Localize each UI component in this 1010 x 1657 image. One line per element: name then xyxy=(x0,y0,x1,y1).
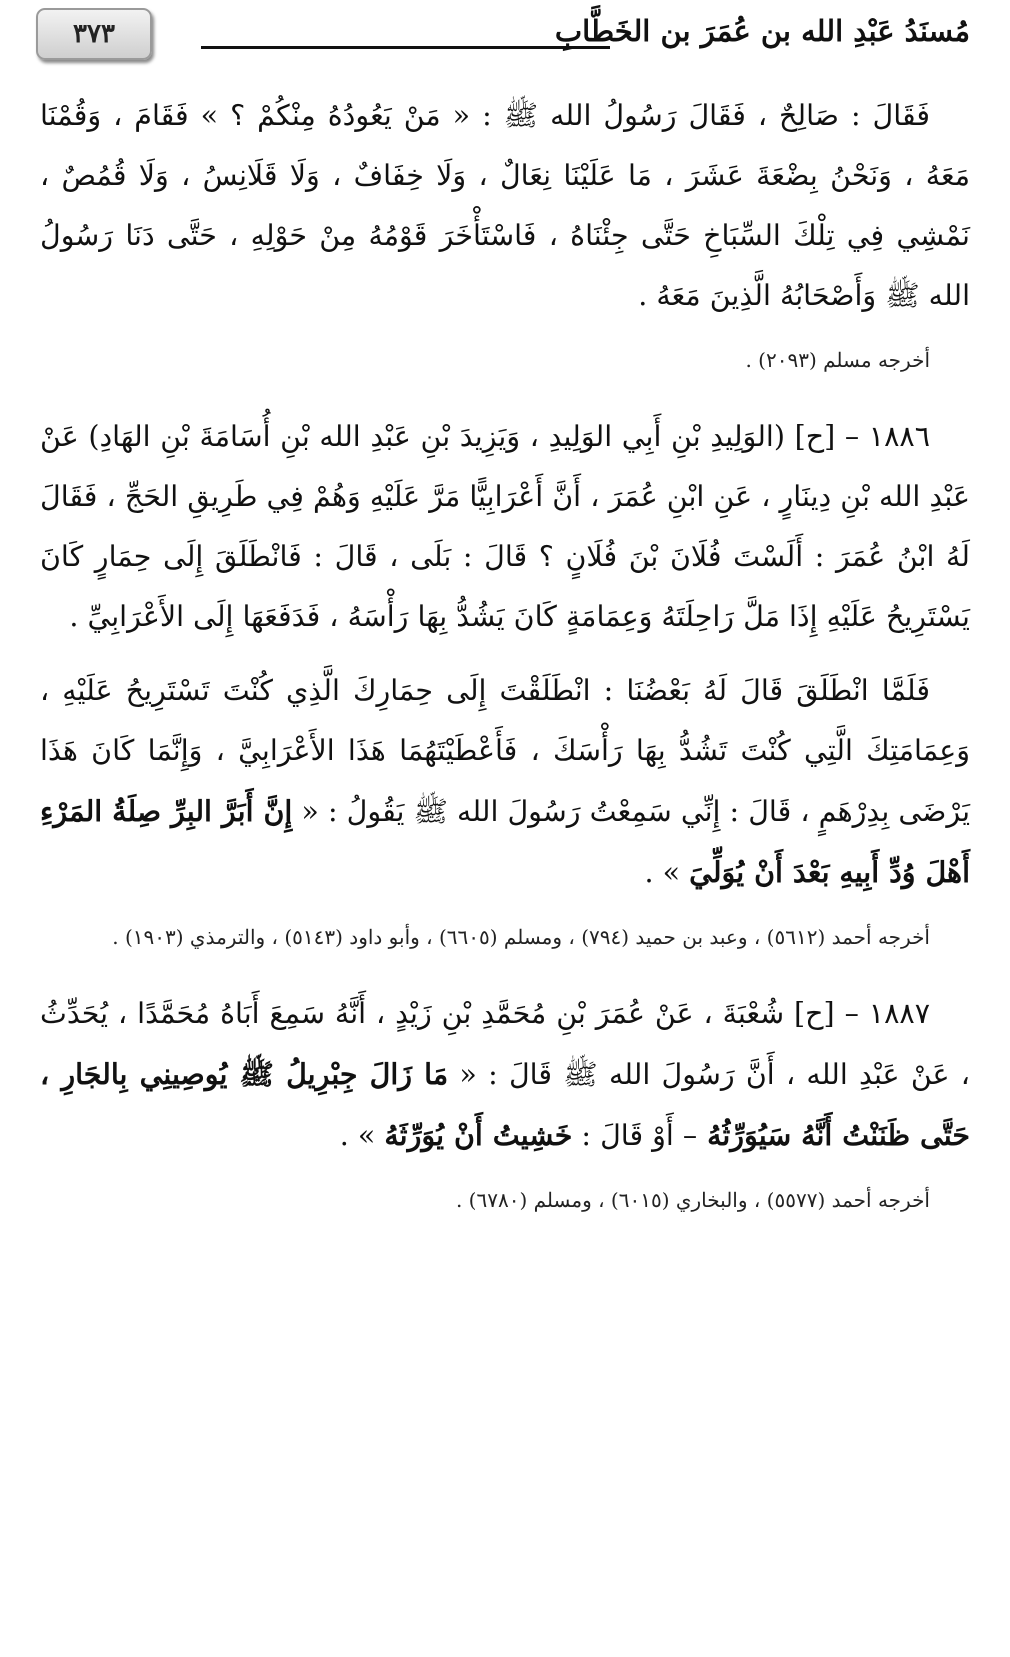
spacer xyxy=(40,381,970,407)
spacer xyxy=(40,326,970,340)
spacer xyxy=(40,903,970,917)
spacer xyxy=(40,958,970,984)
footnote-source: أخرجه أحمد (٥٥٧٧) ، والبخاري (٦٠١٥) ، ومسلم (٦٧٨٠) . xyxy=(455,1188,930,1212)
paragraph-text: ١٨٨٦ – [ح] (الوَلِيدِ بْنِ أَبِي الوَلِيدِ ، وَيَزِيدَ بْنِ عَبْدِ الله بْنِ أُسَامَةَ بْنِ الهَادِ) عَنْ عَبْدِ الله بْنِ دِينَارٍ ، عَنِ ابْنِ عُمَرَ ، أَنَّ أَعْرَابِيًّا مَرَّ عَلَيْهِ وَهُمْ فِي طَرِيقِ الحَجِّ ، فَقَالَ لَهُ ابْنُ عُمَرَ : أَلَسْتَ فُلَانَ بْنَ فُلَانٍ ؟ قَالَ : بَلَى ، قَالَ : فَانْطَلَقَ إِلَى حِمَارٍ كَانَ يَسْتَرِيحُ عَلَيْهِ إِذَا مَلَّ رَاحِلَتَهُ وَعِمَامَةٍ كَانَ يَشُدُّ بِهَا رَأْسَهُ ، فَدَفَعَهَا إِلَى الأَعْرَابِيِّ . xyxy=(40,420,970,633)
paragraph-text: » . xyxy=(644,856,681,889)
paragraph-text: ١٨٨٧ – [ح] شُعْبَةَ ، عَنْ عُمَرَ بْنِ مُحَمَّدِ بْنِ زَيْدٍ ، أَنَّهُ سَمِعَ أَبَاهُ مُحَمَّدًا ، يُحَدِّثُ ، عَنْ عَبْدِ الله ، أَنَّ رَسُولَ الله ﷺ قَالَ : « xyxy=(40,997,970,1091)
hadith-1886-continuation xyxy=(40,661,970,903)
prophetic-saying-alt: خَشِيتُ أَنْ يُوَرِّثَهُ xyxy=(384,1118,573,1152)
paragraph-text: فَقَالَ : صَالِحٌ ، فَقَالَ رَسُولُ الله ﷺ : « مَنْ يَعُودُهُ مِنْكُمْ ؟ » فَقَامَ ، وَقُمْنَا مَعَهُ ، وَنَحْنُ بِضْعَةَ عَشَرَ ، مَا عَلَيْنَا نِعَالٌ ، وَلَا خِفَافٌ ، وَلَا قَلَانِسُ ، وَلَا قُمُصٌ ، نَمْشِي فِي تِلْكَ السِّبَاخِ حَتَّى جِئْنَاهُ ، فَاسْتَأْخَرَ قَوْمُهُ مِنْ حَوْلِهِ ، حَتَّى دَنَا رَسُولُ الله ﷺ وَأَصْحَابُهُ الَّذِينَ مَعَهُ . xyxy=(40,99,970,312)
footnote-source: أخرجه أحمد (٥٦١٢) ، وعبد بن حميد (٧٩٤) ، ومسلم (٦٦٠٥) ، وأبو داود (٥١٤٣) ، والترمذي (١٩٠٣) . xyxy=(112,925,930,949)
paragraph-text: – أَوْ قَالَ : xyxy=(572,1119,698,1152)
prophetic-saying: إِنَّ أَبَرَّ البِرِّ صِلَةُ المَرْءِ أَهْلَ وُدِّ أَبِيهِ بَعْدَ أَنْ يُوَلِّيَ xyxy=(40,794,970,889)
running-title: مُسنَدُ عَبْدِ الله بن عُمَرَ بن الخَطَّابِ xyxy=(554,14,970,48)
paragraph-text: فَلَمَّا انْطَلَقَ قَالَ لَهُ بَعْضُنَا : انْطَلَقْتَ إِلَى حِمَارِكَ الَّذِي كُنْتَ تَسْتَرِيحُ عَلَيْهِ ، وَعِمَامَتِكَ الَّتِي كُنْتَ تَشُدُّ بِهَا رَأْسَكَ ، فَأَعْطَيْتَهُمَا هَذَا الأَعْرَابِيَّ ، وَإِنَّمَا كَانَ هَذَا يَرْضَى بِدِرْهَمٍ ، قَالَ : إِنِّي سَمِعْتُ رَسُولَ الله ﷺ يَقُولُ : « xyxy=(40,674,970,828)
hadith-1887 xyxy=(40,984,970,1166)
paragraph-continuation xyxy=(40,86,970,326)
page-number: ٣٧٣ xyxy=(36,8,152,60)
paragraph-text: » . xyxy=(339,1119,376,1152)
page-header xyxy=(36,8,970,68)
spacer xyxy=(40,647,970,661)
header-rule xyxy=(201,46,610,49)
spacer xyxy=(40,1166,970,1180)
footnote-source: أخرجه مسلم (٢٠٩٣) . xyxy=(745,348,930,372)
prophetic-saying: مَا زَالَ جِبْرِيلُ ﷺ يُوصِينِي بِالجَارِ ، حَتَّى ظَنَنْتُ أَنَّهُ سَيُوَرِّثُهُ xyxy=(40,1057,970,1152)
page-body xyxy=(40,86,970,1221)
hadith-1886 xyxy=(40,407,970,647)
